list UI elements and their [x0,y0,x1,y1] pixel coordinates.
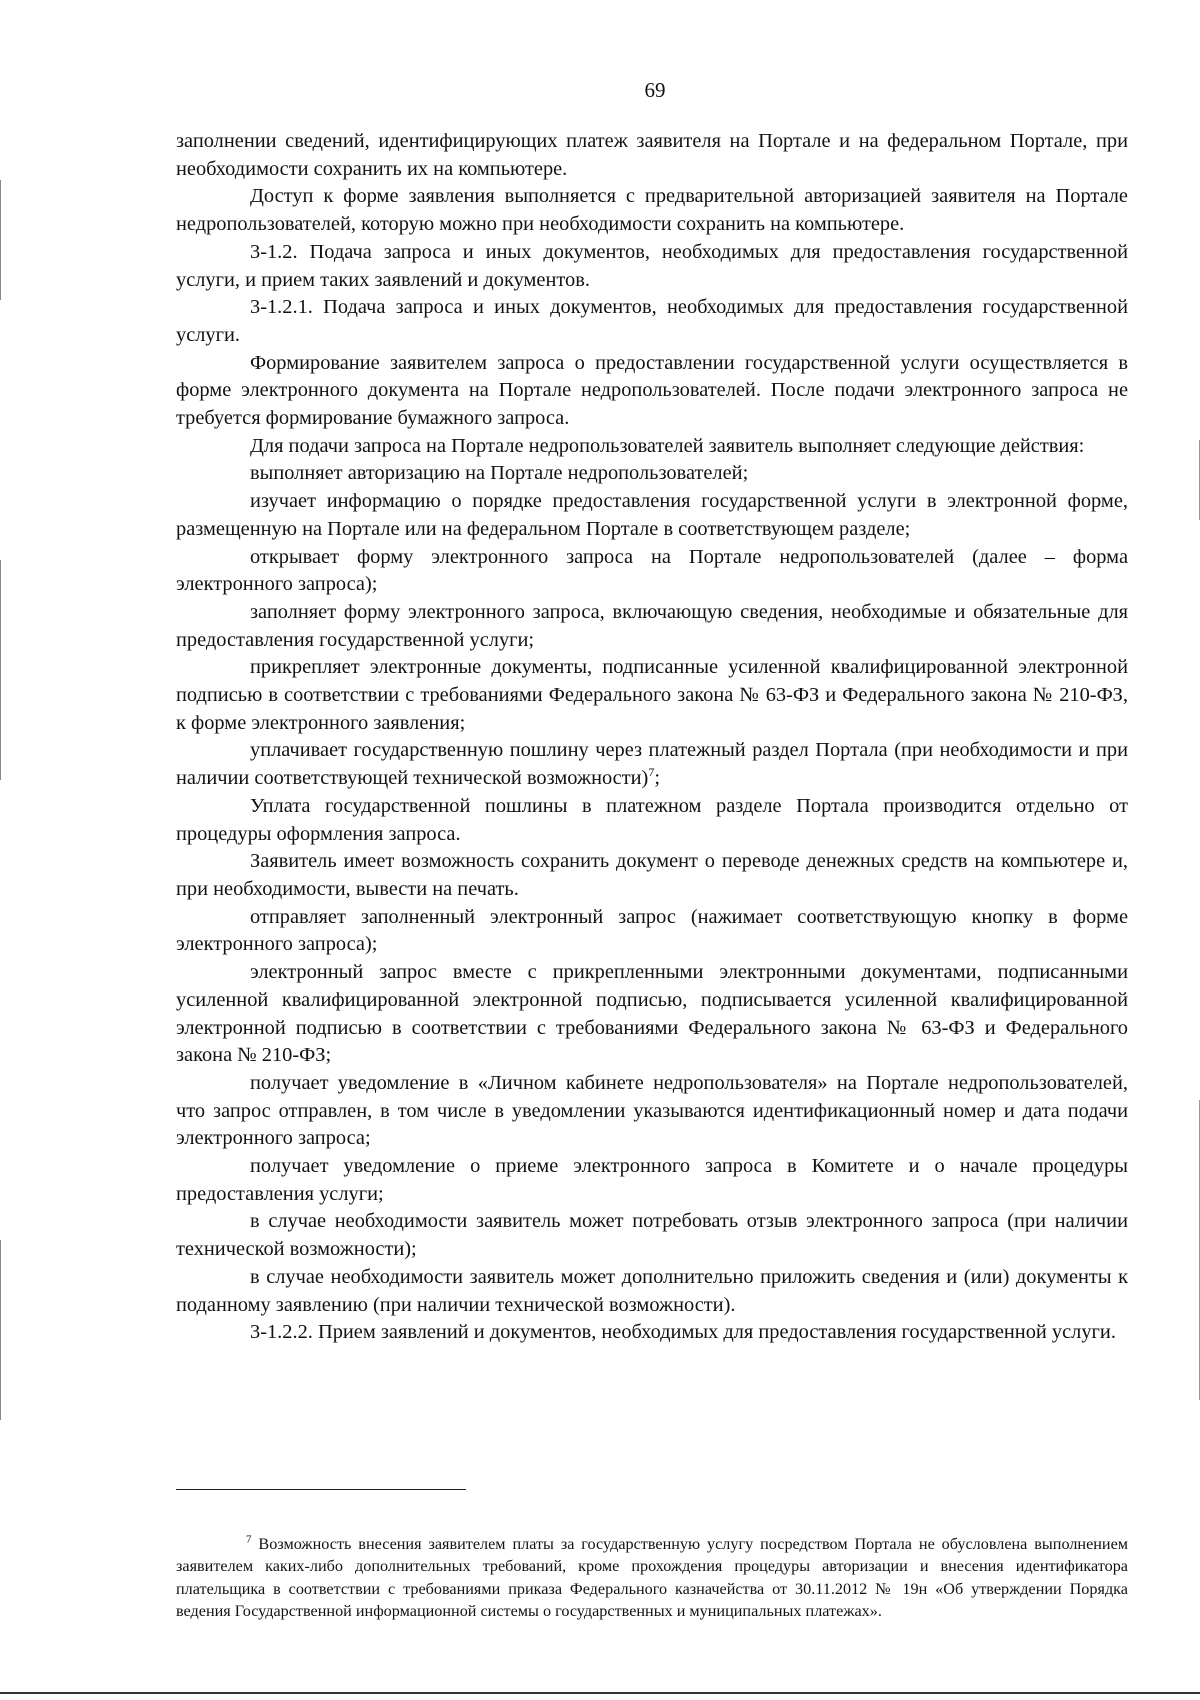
footnote [176,1533,1128,1623]
page-bottom-edge [0,1692,1200,1694]
subsection-heading: 3-1.2.2. Прием заявлений и документов, необходимых для предоставления государственной услуги. [250,1321,1116,1344]
section-heading: 3-1.2. Подача запроса и иных документов, необходимых для предоставления государственной услуги, и прием таких заявлений и документов. [176,240,1128,291]
list-item: получает уведомление о приеме электронного запроса в Комитете и о начале процедуры предоставления услуги; [176,1155,1128,1205]
list-item: отправляет заполненный электронный запрос (нажимает соответствующую кнопку в форме электронного запроса); [176,905,1128,956]
footnote-marker: 7 [246,1533,252,1546]
footnote-reference: 7 [648,765,655,780]
list-item-with-footnote [176,737,1128,792]
list-item-text: уплачивает государственную пошлину через платежный раздел Портала (при необходимости и при наличии соответствующей технической возможности) [176,739,1128,790]
list-item: электронный запрос вместе с прикрепленными электронными документами, подписанными усиленной квалифицированной электронной подписью, подписывается усиленной квалифицированной электронной подписью в соответствии с требованиями Федерального закона № 63-ФЗ и Федерального закона № 210-ФЗ; [176,961,1128,1067]
paragraph: заполнении сведений, идентифицирующих платеж заявителя на Портале и на федеральном Портале, при необходимости сохранить их на компьютере. [176,130,1128,180]
list-item: получает уведомление в «Личном кабинете недропользователя» на Портале недропользователей, что запрос отправлен, в том числе в уведомлении указываются идентификационный номер и дата подачи электронного запроса; [176,1071,1128,1150]
paragraph: Доступ к форме заявления выполняется с предварительной авторизацией заявителя на Портале недропользователей, которую можно при необходимости сохранить на компьютере. [176,185,1128,236]
list-item: выполняет авторизацию на Портале недропользователей; [250,462,749,485]
body-text [176,128,1128,1347]
footnote-text: Возможность внесения заявителем платы за государственную услугу посредством Портала не обусловлена выполнением заявителем каких-либо дополнительных требований, кроме прохождения процедуры авторизации и внесения идентификатора плательщика в соответствии с требованиями приказа Федерального казначейства от 30.11.2012 № 19н «Об утверждении Порядка ведения Государственной информационной системы о государственных и муниципальных платежах». [176,1535,1129,1621]
subsection-heading: 3-1.2.1. Подача запроса и иных документов, необходимых для предоставления государственной услуги. [176,296,1128,346]
footnote-separator [176,1489,466,1490]
scan-artifact [0,560,1,780]
list-item: в случае необходимости заявитель может потребовать отзыв электронного запроса (при наличии технической возможности); [176,1210,1128,1261]
scan-artifact [0,1240,1,1420]
list-item: заполняет форму электронного запроса, включающую сведения, необходимые и обязательные для предоставления государственной услуги; [176,600,1128,651]
paragraph: Заявитель имеет возможность сохранить документ о переводе денежных средств на компьютере и, при необходимости, вывести на печать. [176,850,1128,900]
page-number: 69 [644,78,666,102]
scan-artifact [0,180,1,300]
list-item: изучает информацию о порядке предоставления государственной услуги в электронной форме, размещенную на Портале или на федеральном Портале в соответствующем разделе; [176,490,1128,540]
paragraph: Для подачи запроса на Портале недропользователей заявитель выполняет следующие действия: [250,434,1085,457]
list-item: в случае необходимости заявитель может дополнительно приложить сведения и (или) документы к поданному заявлению (при наличии технической возможности). [176,1265,1128,1316]
list-item: прикрепляет электронные документы, подписанные усиленной квалифицированной электронной подписью в соответствии с требованиями Федерального закона № 63-ФЗ и Федерального закона № 210-ФЗ, к форме электронного заявления; [176,656,1128,734]
footnote-ref-suffix: ; [654,767,661,790]
paragraph: Формирование заявителем запроса о предоставлении государственной услуги осуществляется в форме электронного документа на Портале недропользователей. После подачи электронного запроса не требуется формирование бумажного запроса. [176,351,1128,430]
paragraph: Уплата государственной пошлины в платежном разделе Портала производится отдельно от процедуры оформления запроса. [176,794,1128,845]
list-item: открывает форму электронного запроса на Портале недропользователей (далее – форма электронного запроса); [176,545,1128,596]
